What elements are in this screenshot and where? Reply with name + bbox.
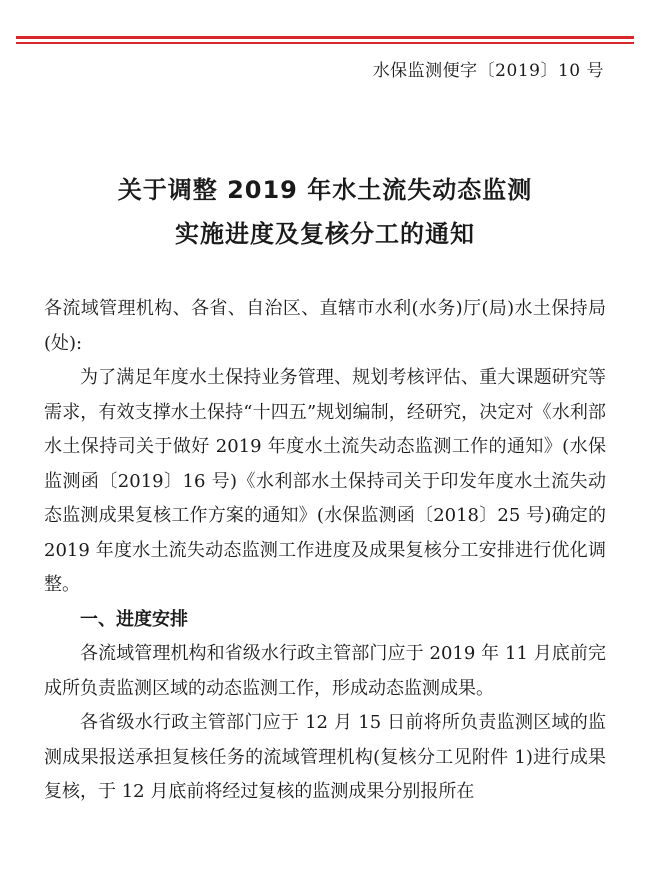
section-heading-schedule: 一、进度安排: [80, 608, 188, 630]
document-body: [44, 292, 606, 810]
document-number: 水保监测便字〔2019〕10 号: [372, 61, 604, 81]
body-paragraph: 各流域管理机构和省级水行政主管部门应于 2019 年 11 月底前完成所负责监测区域的动态监测工作，形成动态监测成果。: [44, 643, 606, 699]
document-title-line-1: 关于调整 2019 年水土流失动态监测: [117, 176, 533, 204]
header-red-rule-thin: [16, 42, 634, 44]
document-title-line-2: 实施进度及复核分工的通知: [175, 220, 475, 248]
header-red-rule-thick: [16, 36, 634, 39]
salutation: 各流域管理机构、各省、自治区、直辖市水利(水务)厅(局)水土保持局(处):: [44, 298, 606, 354]
body-paragraph: 为了满足年度水土保持业务管理、规划考核评估、重大课题研究等需求，有效支撑水土保持“十四五”规划编制，经研究，决定对《水利部水土保持司关于做好 2019 年度水土流失动态监测工作的通知》(水保监测函〔2019〕16 号)《水利部水土保持司关于印发年度水土流失动态监测成果复核工作方案的通知》(水保监测函〔2018〕25 号)确定的 2019 年度水土流失动态监测工作进度及成果复核分工安排进行优化调整。: [44, 367, 606, 595]
body-paragraph: 各省级水行政主管部门应于 12 月 15 日前将所负责监测区域的监测成果报送承担复核任务的流域管理机构(复核分工见附件 1)进行成果复核，于 12 月底前将经过复核的监测成果分别报所在: [44, 712, 606, 802]
